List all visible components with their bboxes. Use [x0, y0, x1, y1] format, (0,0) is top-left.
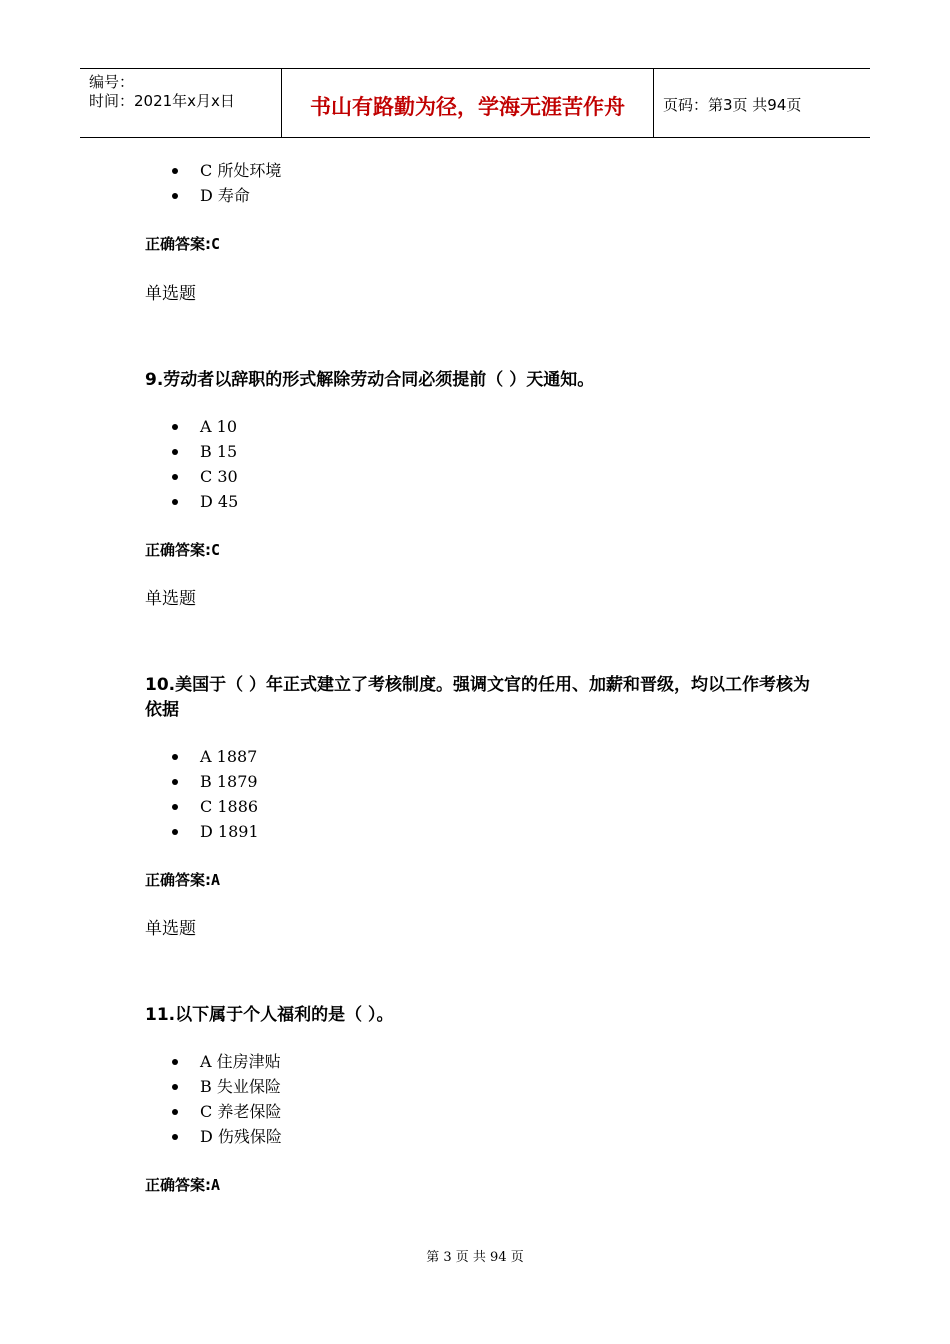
bullet-icon — [172, 168, 178, 174]
bullet-icon — [172, 193, 178, 199]
bullet-icon — [172, 499, 178, 505]
question-text: 9.劳动者以辞职的形式解除劳动合同必须提前（ ）天通知。 — [145, 370, 595, 390]
bullet-icon — [172, 829, 178, 835]
page-header — [80, 68, 870, 138]
bullet-icon — [172, 1134, 178, 1140]
header-motto: 书山有路勤为径，学海无涯苦作舟 — [310, 95, 625, 119]
bullet-icon — [172, 779, 178, 785]
header-motto-cell — [282, 69, 654, 137]
question-type: 单选题 — [145, 284, 196, 304]
header-meta-cell — [80, 69, 282, 137]
header-page-cell — [654, 69, 870, 137]
correct-answer: 正确答案:C — [145, 541, 221, 559]
page-footer: 第 3 页 共 94 页 — [426, 1250, 524, 1265]
bullet-icon — [172, 449, 178, 455]
bullet-icon — [172, 1084, 178, 1090]
correct-answer: 正确答案:A — [145, 871, 221, 889]
bullet-icon — [172, 474, 178, 480]
question-text: 11.以下属于个人福利的是（ ）。 — [145, 1005, 394, 1025]
bullet-icon — [172, 754, 178, 760]
question-type: 单选题 — [145, 589, 196, 609]
header-page-number: 页码：第3页 共94页 — [663, 96, 802, 114]
correct-answer: 正确答案:C — [145, 235, 221, 253]
correct-answer: 正确答案:A — [145, 1176, 221, 1194]
question-text: 10.美国于（ ）年正式建立了考核制度。强调文官的任用、加薪和晋级，均以工作考核为依据 — [145, 675, 811, 720]
bullet-icon — [172, 1109, 178, 1115]
doc-number-label: 编号： — [89, 73, 135, 91]
bullet-icon — [172, 804, 178, 810]
question-type: 单选题 — [145, 919, 196, 939]
bullet-icon — [172, 1059, 178, 1065]
doc-time-label: 时间：2021年x月x日 — [89, 92, 235, 110]
bullet-icon — [172, 424, 178, 430]
